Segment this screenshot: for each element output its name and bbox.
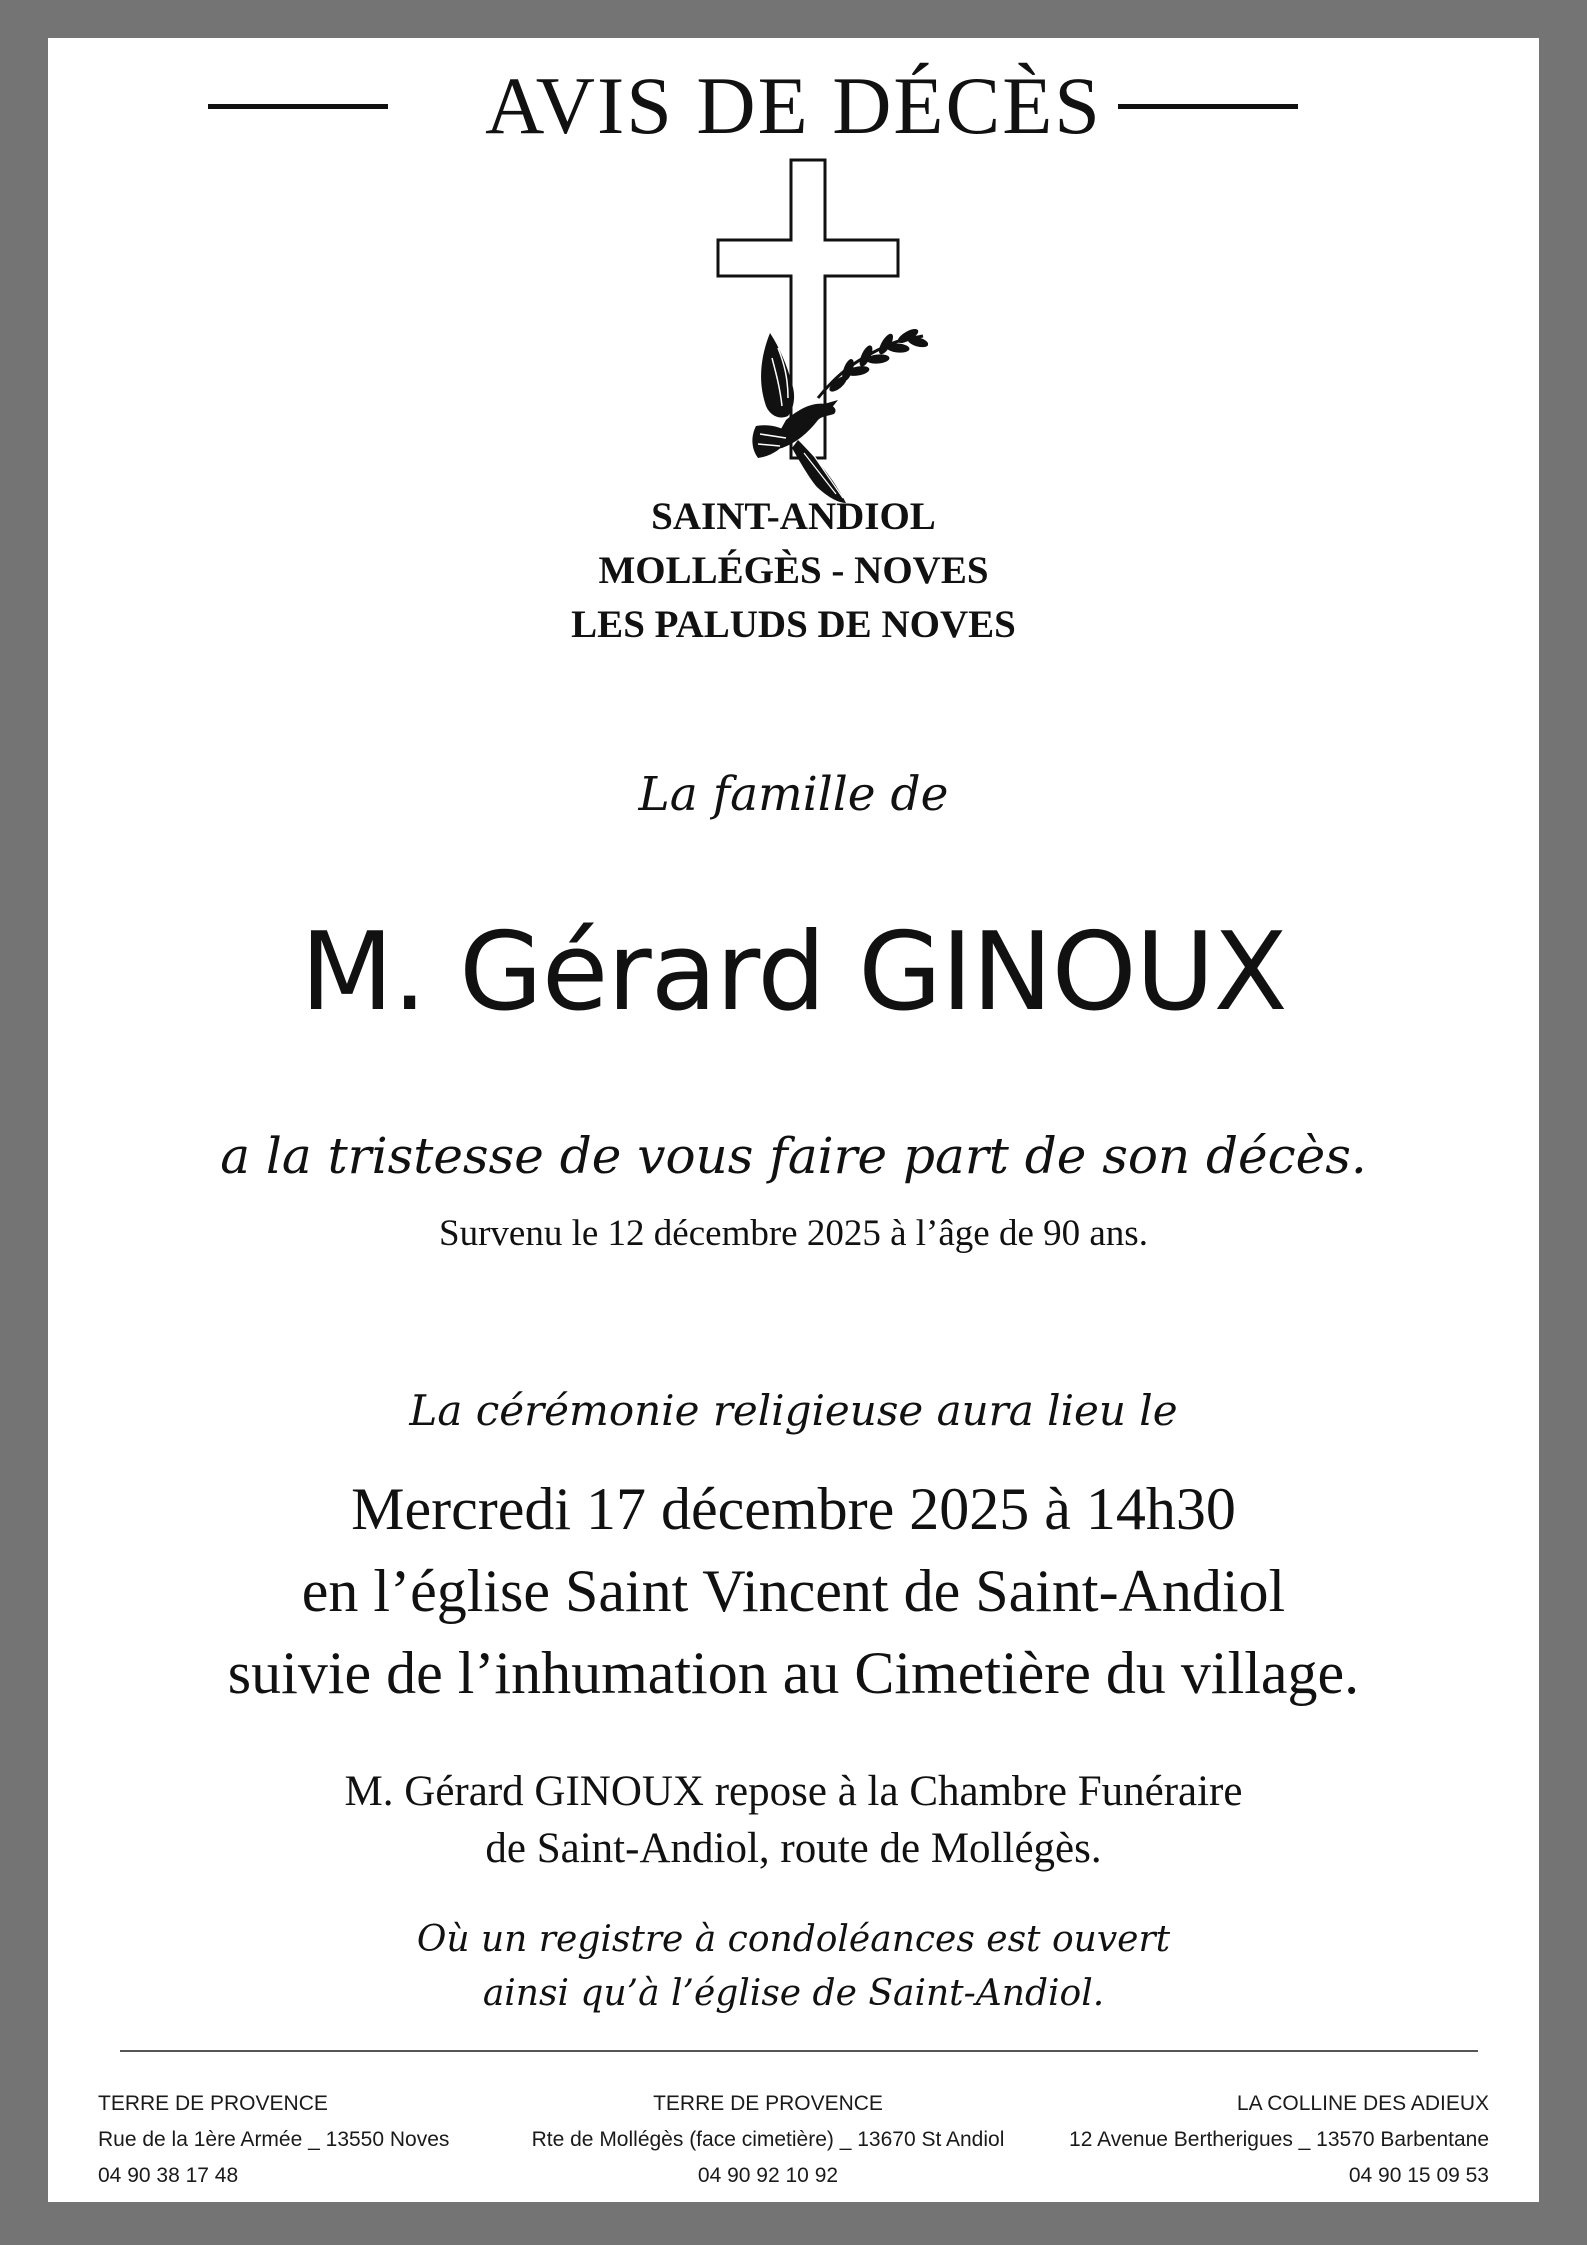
company-address: 12 Avenue Bertherigues _ 13570 Barbentane [1069, 2128, 1489, 2151]
town-line: SAINT-ANDIOL [651, 495, 936, 538]
company-address: Rue de la 1ère Armée _ 13550 Noves [98, 2128, 450, 2151]
death-details: Survenu le 12 décembre 2025 à l’âge de 90 ans. [439, 1213, 1148, 1254]
page-title: AVIS DE DÉCÈS [485, 60, 1102, 151]
ceremony-line: Mercredi 17 décembre 2025 à 14h30 [351, 1476, 1236, 1542]
emblem [688, 158, 928, 538]
title-row [48, 56, 1539, 156]
ceremony-intro: La cérémonie religieuse aura lieu le [409, 1386, 1178, 1435]
olive-branch-icon [818, 327, 928, 398]
town-line: MOLLÉGÈS - NOVES [598, 549, 989, 592]
company-name: TERRE DE PROVENCE [653, 2092, 883, 2115]
register-line: Où un registre à condoléances est ouvert [416, 1919, 1171, 1960]
repose-line: de Saint-Andiol, route de Mollégès. [485, 1825, 1102, 1872]
company-phone: 04 90 38 17 48 [98, 2164, 239, 2187]
condolence-register [48, 1913, 1539, 2021]
register-line: ainsi qu’à l’église de Saint-Andiol. [482, 1973, 1105, 2014]
ceremony-line: en l’église Saint Vincent de Saint-Andiol [301, 1558, 1286, 1624]
company-name: LA COLLINE DES ADIEUX [1236, 2092, 1489, 2115]
cross-icon [688, 158, 928, 538]
repose-line: M. Gérard GINOUX repose à la Chambre Funéraire [344, 1768, 1243, 1815]
company-phone: 04 90 15 09 53 [1348, 2164, 1489, 2187]
deceased-name: M. Gérard GINOUX [300, 910, 1287, 1035]
repose-info [48, 1763, 1539, 1877]
footer-company-st-andiol [508, 2086, 1028, 2194]
announcement-text: a la tristesse de vous faire part de son décès. [220, 1127, 1367, 1185]
towns-list [48, 490, 1539, 652]
company-address: Rte de Mollégès (face cimetière) _ 13670 St Andiol [531, 2128, 1005, 2151]
ceremony-details [48, 1468, 1539, 1714]
footer-divider [120, 2050, 1478, 2052]
footer-company-noves [98, 2086, 449, 2194]
footer-company-barbentane [1069, 2086, 1489, 2194]
intro-text: La famille de [638, 767, 949, 822]
ceremony-line: suivie de l’inhumation au Cimetière du village. [227, 1640, 1360, 1706]
title-right-rule [1118, 104, 1298, 109]
company-phone: 04 90 92 10 92 [697, 2164, 839, 2187]
notice-sheet [48, 38, 1539, 2202]
town-line: LES PALUDS DE NOVES [571, 603, 1016, 646]
company-name: TERRE DE PROVENCE [98, 2092, 328, 2115]
